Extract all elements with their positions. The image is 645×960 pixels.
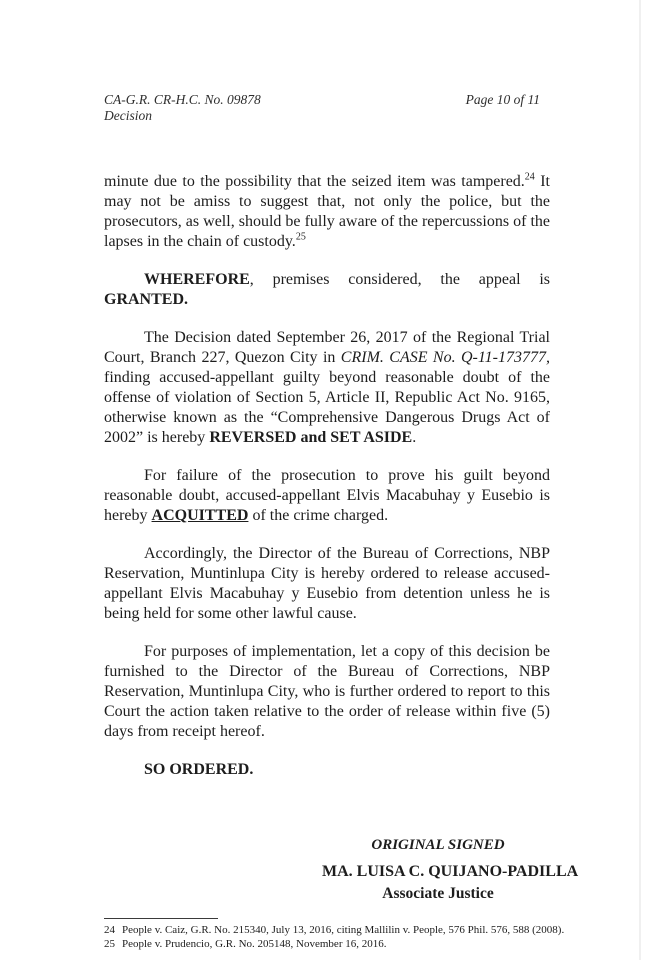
- header-left-block: [104, 92, 261, 124]
- paragraph-acquittal: [104, 466, 550, 526]
- paragraph-text: .: [412, 429, 417, 446]
- paragraph-rtc-decision: [104, 328, 550, 448]
- paragraph-chain-of-custody: [104, 172, 550, 252]
- paragraph-text: , premises considered, the appeal is: [249, 271, 550, 288]
- wherefore-keyword: WHEREFORE: [144, 271, 250, 288]
- so-ordered-line: SO ORDERED.: [144, 761, 254, 778]
- case-number-italic: CRIM. CASE No. Q-11-173777,: [340, 349, 551, 366]
- footnote-separator-rule: [104, 918, 218, 919]
- justice-name: MA. LUISA C. QUIJANO-PADILLA: [322, 863, 579, 880]
- paragraph-wherefore: [104, 270, 550, 310]
- paragraph-text: The Decision dated September 26, 2017 of the Regional Trial Court, Branch 227, Quezon City in: [104, 329, 550, 366]
- original-signed-label: ORIGINAL SIGNED: [371, 837, 505, 853]
- header-case-number: CA-G.R. CR-H.C. No. 09878: [104, 92, 261, 107]
- footnote-ref-25: 25: [295, 231, 306, 243]
- justice-title: Associate Justice: [382, 885, 494, 902]
- paragraph-implementation: For purposes of implementation, let a copy of this decision be furnished to the Director of the Bureau of Corrections, NBP Reservation, Muntinlupa City, who is further ordered to report to this Court the action taken relative to the order of release within five (5) days from receipt hereof.: [104, 643, 550, 740]
- footnote-number: 25: [104, 937, 115, 950]
- footnote-25: [104, 938, 564, 952]
- footnote-text: People v. Prudencio, G.R. No. 205148, November 16, 2016.: [122, 937, 387, 950]
- footnote-ref-24: 24: [524, 171, 535, 183]
- footnotes-section: [104, 918, 564, 951]
- header-doc-type: Decision: [104, 108, 152, 123]
- reversed-keyword: REVERSED and SET ASIDE: [209, 429, 413, 446]
- footnote-number: 24: [104, 924, 115, 936]
- signature-block: [322, 835, 579, 904]
- paragraph-text: It may not be amiss to suggest that, not only the police, but the prosecutors, as well, should be fully aware of the repercussions of the lapses in the chain of custody.: [104, 173, 550, 250]
- paragraph-text: minute due to the possibility that the seized item was tampered.: [104, 173, 525, 190]
- scan-edge-artifact: [639, 0, 641, 960]
- footnote-text: People v. Caiz, G.R. No. 215340, July 13, 2016, citing Mallilin v. People, 576 Phil. 576, 588 (2008).: [122, 924, 565, 936]
- paragraph-release-order: Accordingly, the Director of the Bureau of Corrections, NBP Reservation, Muntinlupa City is hereby ordered to release accused-appellant Elvis Macabuhay y Eusebio from detention unless he is being held for some other lawful cause.: [104, 545, 550, 622]
- acquitted-keyword: ACQUITTED: [151, 507, 249, 524]
- page-header: [104, 92, 550, 124]
- paragraph-text: of the crime charged.: [248, 507, 389, 524]
- paragraph-text: finding accused-appellant guilty beyond reasonable doubt of the offense of violation of Section 5, Article II, Republic Act No. 9165, otherwise known as the “Comprehensive Dangerous Drugs Act of 2002” is hereby: [104, 369, 550, 446]
- paragraph-text: For failure of the prosecution to prove his guilt beyond reasonable doubt, accused-appellant Elvis Macabuhay y Eusebio is hereby: [104, 467, 550, 524]
- granted-keyword: GRANTED.: [104, 291, 189, 308]
- footnote-24: [104, 924, 564, 938]
- header-page-number: Page 10 of 11: [465, 92, 540, 107]
- document-body: [104, 171, 579, 904]
